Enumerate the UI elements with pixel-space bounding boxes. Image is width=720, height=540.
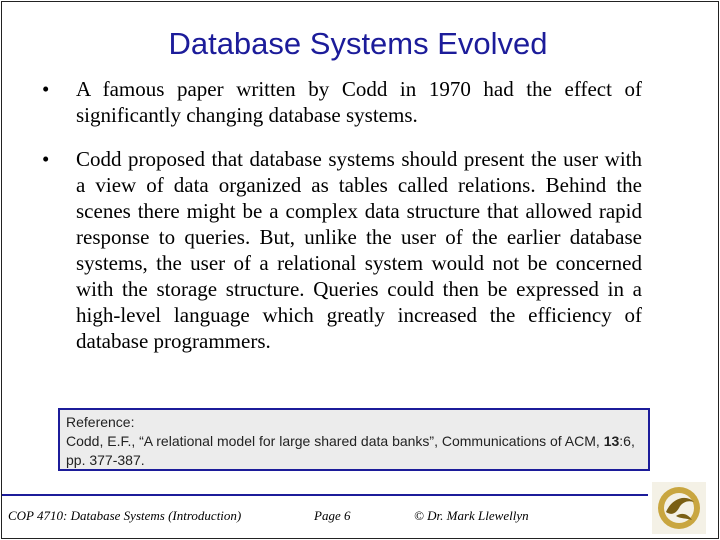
university-pegasus-logo-icon [652,482,706,534]
footer-course: COP 4710: Database Systems (Introduction) [8,508,242,523]
reference-heading: Reference: [66,414,135,430]
bullet-item [42,146,642,354]
footer-page-number: Page 6 [314,508,351,523]
bullet-item [42,76,642,128]
slide-title: Database Systems Evolved [168,26,548,61]
reference-citation [66,432,642,470]
footer-author: © Dr. Mark Llewellyn [414,508,529,523]
bullet-text: A famous paper written by Codd in 1970 had the effect of significantly changing database systems. [76,77,642,127]
bullet-text: Codd proposed that database systems should present the user with a view of data organized as tables called relations. Behind the scenes there might be a complex data structure that allowed rapid response to queries. But, unlike the user of the earlier database systems, the user of a relational system would not be concerned with the storage structure. Queries could then be expressed in a high-level language which greatly increased the efficiency of database programmers. [76,147,642,353]
reference-box [58,408,650,471]
citation-volume: 13 [603,433,620,449]
citation-pages: :6, pp. 377-387. [66,433,635,468]
citation-text: Codd, E.F., “A relational model for large shared data banks”, Communications of ACM, [66,433,604,449]
bullet-marker: • [42,77,50,101]
footer-divider [2,494,648,496]
bullet-marker: • [42,147,50,171]
